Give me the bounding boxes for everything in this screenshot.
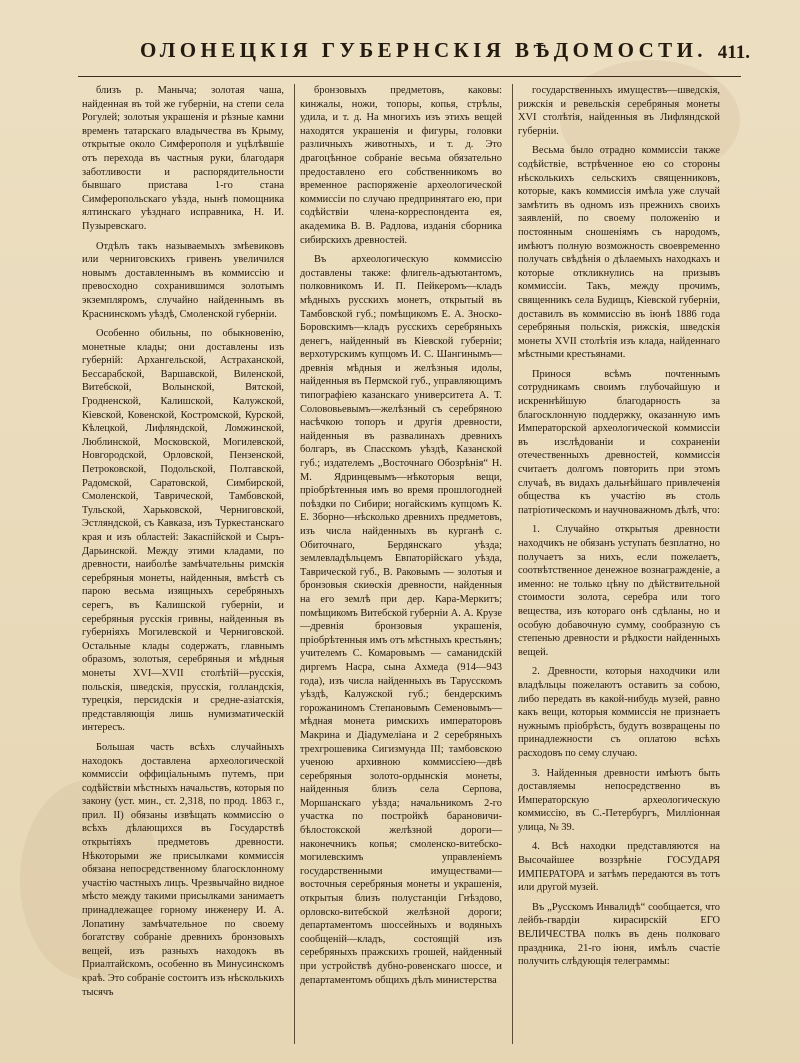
paragraph: Принося всѣмъ почтеннымъ сотрудникамъ своимъ глубочайшую и искреннѣйшую благодарность за благосклонную поддержку, оказанную имъ Императорской археологической коммиссіи въ изслѣдованіи и сохраненіи отечественныхъ древностей, коммиссія считаетъ долгомъ повторить при этомъ случаѣ, въ видахъ дальнѣйшаго привлеченія общества къ участію въ столь патріотическомъ и научноважномъ дѣлѣ, что:	[518, 368, 720, 516]
text-column-2	[300, 84, 502, 1044]
paragraph: Весьма было отрадно коммиссіи также содѣйствіе, встрѣченное ею со стороны нѣсколькихъ сельскихъ священниковъ, которые, какъ коммиссія имѣла уже случай замѣтить въ одномъ изъ прежнихъ своихъ заявленій, по своему положенію и постоянным сношеніямъ съ народомъ, имѣютъ полную возможность своевременно получать свѣдѣнія о дѣлаемыхъ находкахъ и которые откликнулись на призывъ коммиссіи. Такъ, между прочимъ, священникъ села Будищъ, Кіевской губерніи, доставилъ въ коммиссію въ іюнѣ 1886 года серебряныя польскія, рижскія, шведскія монеты XVII столѣтія изъ клада, найденнаго мѣстными крестьянами.	[518, 145, 720, 361]
text-column-3	[518, 84, 720, 1044]
column-divider	[512, 84, 513, 1044]
newspaper-title: ОЛОНЕЦКІЯ ГУБЕРНСКІЯ ВѢДОМОСТИ.	[140, 38, 707, 62]
column-divider	[294, 84, 295, 1044]
page-header	[60, 34, 750, 74]
header-rule	[78, 76, 741, 77]
page-number: 411.	[717, 42, 750, 63]
text-column-1	[82, 84, 284, 1044]
paragraph: близъ р. Маныча; золотая чаша, найденная въ той же губерніи, на степи села Рогулей; золотыя украшенія и рѣзные камни временъ татарскаго владычества въ Крыму, открытые около Симферополя и уцѣлѣвшіе отъ перехода въ частныя руки, благодаря заботливости и распорядительности бывшаго пристава 1-го стана Симферопольскаго уѣзда, нынѣ помощника ялтинскаго уѣзднаго исправника, Н. И. Пузыревскаго.	[82, 85, 284, 232]
paragraph: Въ „Русскомъ Инвалидѣ“ сообщается, что лейбъ-гвардіи кирасирскій ЕГО ВЕЛИЧЕСТВА полкъ въ день полковаго праздника, 21-го іюня, имѣлъ счастіе получить слѣдующія телеграммы:	[518, 901, 720, 968]
paragraph: бронзовыхъ предметовъ, каковы: кинжалы, ножи, топоры, копья, стрѣлы, удила, и т. д. На многихъ изъ этихъ вещей находятся украшенія и фигуры, головки различныхъ животныхъ, и т. д. Это драгоцѣнное собраніе весьма обязательно предоставлено его собственникомъ во временное распоряженіе археологической коммиссіи по случаю предпринятаго ею, при содѣйствіи члена-корреспондента ея, академика В. В. Радлова, изданія сборника сибирскихъ древностей.	[300, 85, 502, 246]
paragraph: Въ археологическую коммиссію доставлены также: флигель-адъютантомъ, полковникомъ И. П. Пейкеромъ—кладъ мѣдныхъ русскихъ монетъ, открытый въ Тамбовской губ.; помѣщикомъ Е. А. Зноско-Боровскимъ—кладъ русскихъ серебряныхъ денегъ, найденный въ Кіевской губерніи; верхотурскимъ купцомъ И. С. Шангинымъ—древнія мѣдныя и желѣзныя идолы, найденныя въ Пермской губ., управляющимъ типографіею казанскаго университета А. Т. Солововьевымъ—желѣзный съ серебряною насѣчкою топоръ и другія древности, найденныя въ развалинахъ древнихъ болгаръ, въ Спасскомъ уѣздѣ, Казанской губ.; издателемъ „Восточнаго Обозрѣнія“ Н. М. Ядринцевымъ—нѣкоторыя вещи, пріобрѣтенныя имъ во время прошлогодней поѣздки по Сибири; ногайскимъ купцомъ К. Е. Зборно—нѣсколько древнихъ предметовъ, изъ числа найденныхъ въ курганѣ с. Обиточнаго, Бердянскаго уѣзда; землевладѣльцемъ Евпаторійскаго уѣзда, Таврической губ., В. Раковымъ — золотыя и бронзовыя скиѳскія древности, найденныя на его землѣ при дер. Кара-Меркитъ; помѣщикомъ Витебской губерніи А. А. Крузе—древнія бронзовыя украшенія, пріобрѣтенныя имъ отъ мѣстныхъ крестьянъ; учителемъ С. Комаровымъ — саманидскій диргемъ Насра, сына Ахмеда (914—943 года), изъ числа найденныхъ въ Тарусскомъ уѣздѣ, Калужской губ.; бендерскимъ горожаниномъ Степановымъ Семеновымъ—мѣдная монета римскихъ императоровъ Макрина и Діадумеліана и 2 серебряныхъ трехгрошевика Сигизмунда III; тамбовскою ученою архивною коммиссіею—двѣ серебряныя золото-ордынскія монеты, найденныя близъ села Серпова, Моршанскаго уѣзда; начальникомъ 2-го участка по постройкѣ барановичи-бѣлостокской желѣзной дороги—наконечникъ копья; смоленско-витебско-могилевскимъ управленіемъ государственными имуществами—восточныя серебряныя монеты и украшенія, открытыя близъ полустанціи Гнѣздово, орловско-витебской желѣзной дороги; департаментомъ шоссейныхъ и водяныхъ сообщеній—кладъ, состоящій изъ серебряныхъ пражскихъ грошей, найденный при устройствѣ дубно-ровенскаго шоссе, и департаментомъ общихъ дѣлъ министерства	[300, 254, 502, 986]
paragraph: Особенно обильны, по обыкновенію, монетные клады; они доставлены изъ губерній: Архангельской, Астраханской, Бессарабской, Варшавской, Виленской, Витебской, Волынской, Вятской, Гродненской, Калишской, Калужской, Кіевской, Ковенской, Костромской, Курской, Кѣлецкой, Лифляндской, Ломжинской, Люблинской, Московской, Могилевской, Новгородской, Орловской, Пензенской, Петроковской, Подольской, Полтавской, Радомской, Саратовской, Симбирской, Смоленской, Таврической, Тамбовской, Тульской, Харьковской, Черниговской, Эстляндской, съ Кавказа, изъ Туркестанскаго края и изъ областей: Закаспійской и Сыръ-Дарьинской. Между этими кладами, по древности, наиболѣе замѣчательны римскія серебряныя монеты, найденныя, вмѣстѣ съ парою весьма изящныхъ серебряныхъ серегъ, въ Калишской губерніи, и серебряныя русскія гривны, найденныя въ губерніяхъ Могилевской и Черниговской. Остальные клады содержатъ, главнымъ образомъ, золотыя, серебряныя и мѣдныя монеты XVI—XVII столѣтій—русскія, польскія, шведскія, прусскія, голландскія, турецкія, персидскія и средне-азіатскія, представляющія лишь нумизматическій интересъ.	[82, 328, 284, 734]
paragraph: 2. Древности, которыя находчики или владѣльцы пожелаютъ оставить за собою, либо передать въ какой-нибудь музей, равно какъ вещи, которыя коммиссія не признаетъ нужнымъ пріобрѣсть, будутъ возвращены по принадлежности съ оплатою всѣхъ расходовъ по сему случаю.	[518, 666, 720, 759]
paragraph: 4. Всѣ находки представляются на Высочайшее воззрѣніе ГОСУДАРЯ ИМПЕРАТОРА и затѣмъ передаются въ тотъ или другой музей.	[518, 841, 720, 894]
paragraph: 1. Случайно открытыя древности находчикъ не обязанъ уступать безплатно, но получаетъ за нихъ, если пожелаетъ, соотвѣтственное денежное вознагражденіе, а именно: не только цѣну по дѣйствительной стоимости золота, серебра или того вещества, изъ котораго онѣ сдѣланы, но и особую добавочную сумму, сообразную съ степенью древности и рѣдкости найденныхъ вещей.	[518, 524, 720, 658]
paragraph: 3. Найденныя древности имѣютъ быть доставляемы непосредственно въ Императорскую археологическую коммиссію, въ С.-Петербургъ, Милліонная улица, № 39.	[518, 767, 720, 833]
paragraph: Большая часть всѣхъ случайныхъ находокъ доставлена археологической коммиссіи оффиціальнымъ путемъ, при содѣйствіи мѣстныхъ начальствъ, которыя по закону (уст. мин., ст. 2,318, по прод. 1863 г., прил. II) обязаны извѣщать коммиссію о всѣхъ дѣлающихся въ Государствѣ открытіяхъ предметовъ древности. Нѣкоторыми же присылками коммиссія обязана непосредственному благосклонному участію частныхъ лицъ. Чрезвычайно видное мѣсто между такими присылками занимаетъ принадлежащее горному инженеру И. А. Лопатину замѣчательное по своему богатству собраніе древнихъ бронзовыхъ вещей, изъ разныхъ находокъ въ Приалтайскомъ, особенно въ Минусинскомъ краѣ. Это собраніе состоитъ изъ нѣсколькихъ тысячъ	[82, 741, 284, 998]
paragraph: Отдѣлъ такъ называемыхъ змѣевиковъ или черниговскихъ гривенъ увеличился новымъ доставленнымъ въ коммиссію и превосходно сохранившимся золотымъ экземпляромъ, случайно найденнымъ въ Краснинскомъ уѣздѣ, Смоленской губерніи.	[82, 240, 284, 320]
paragraph: государственныхъ имуществъ—шведскія, рижскія и ревельскія серебряныя монеты XVI столѣтія, найденныя въ Лифляндской губерніи.	[518, 85, 720, 137]
